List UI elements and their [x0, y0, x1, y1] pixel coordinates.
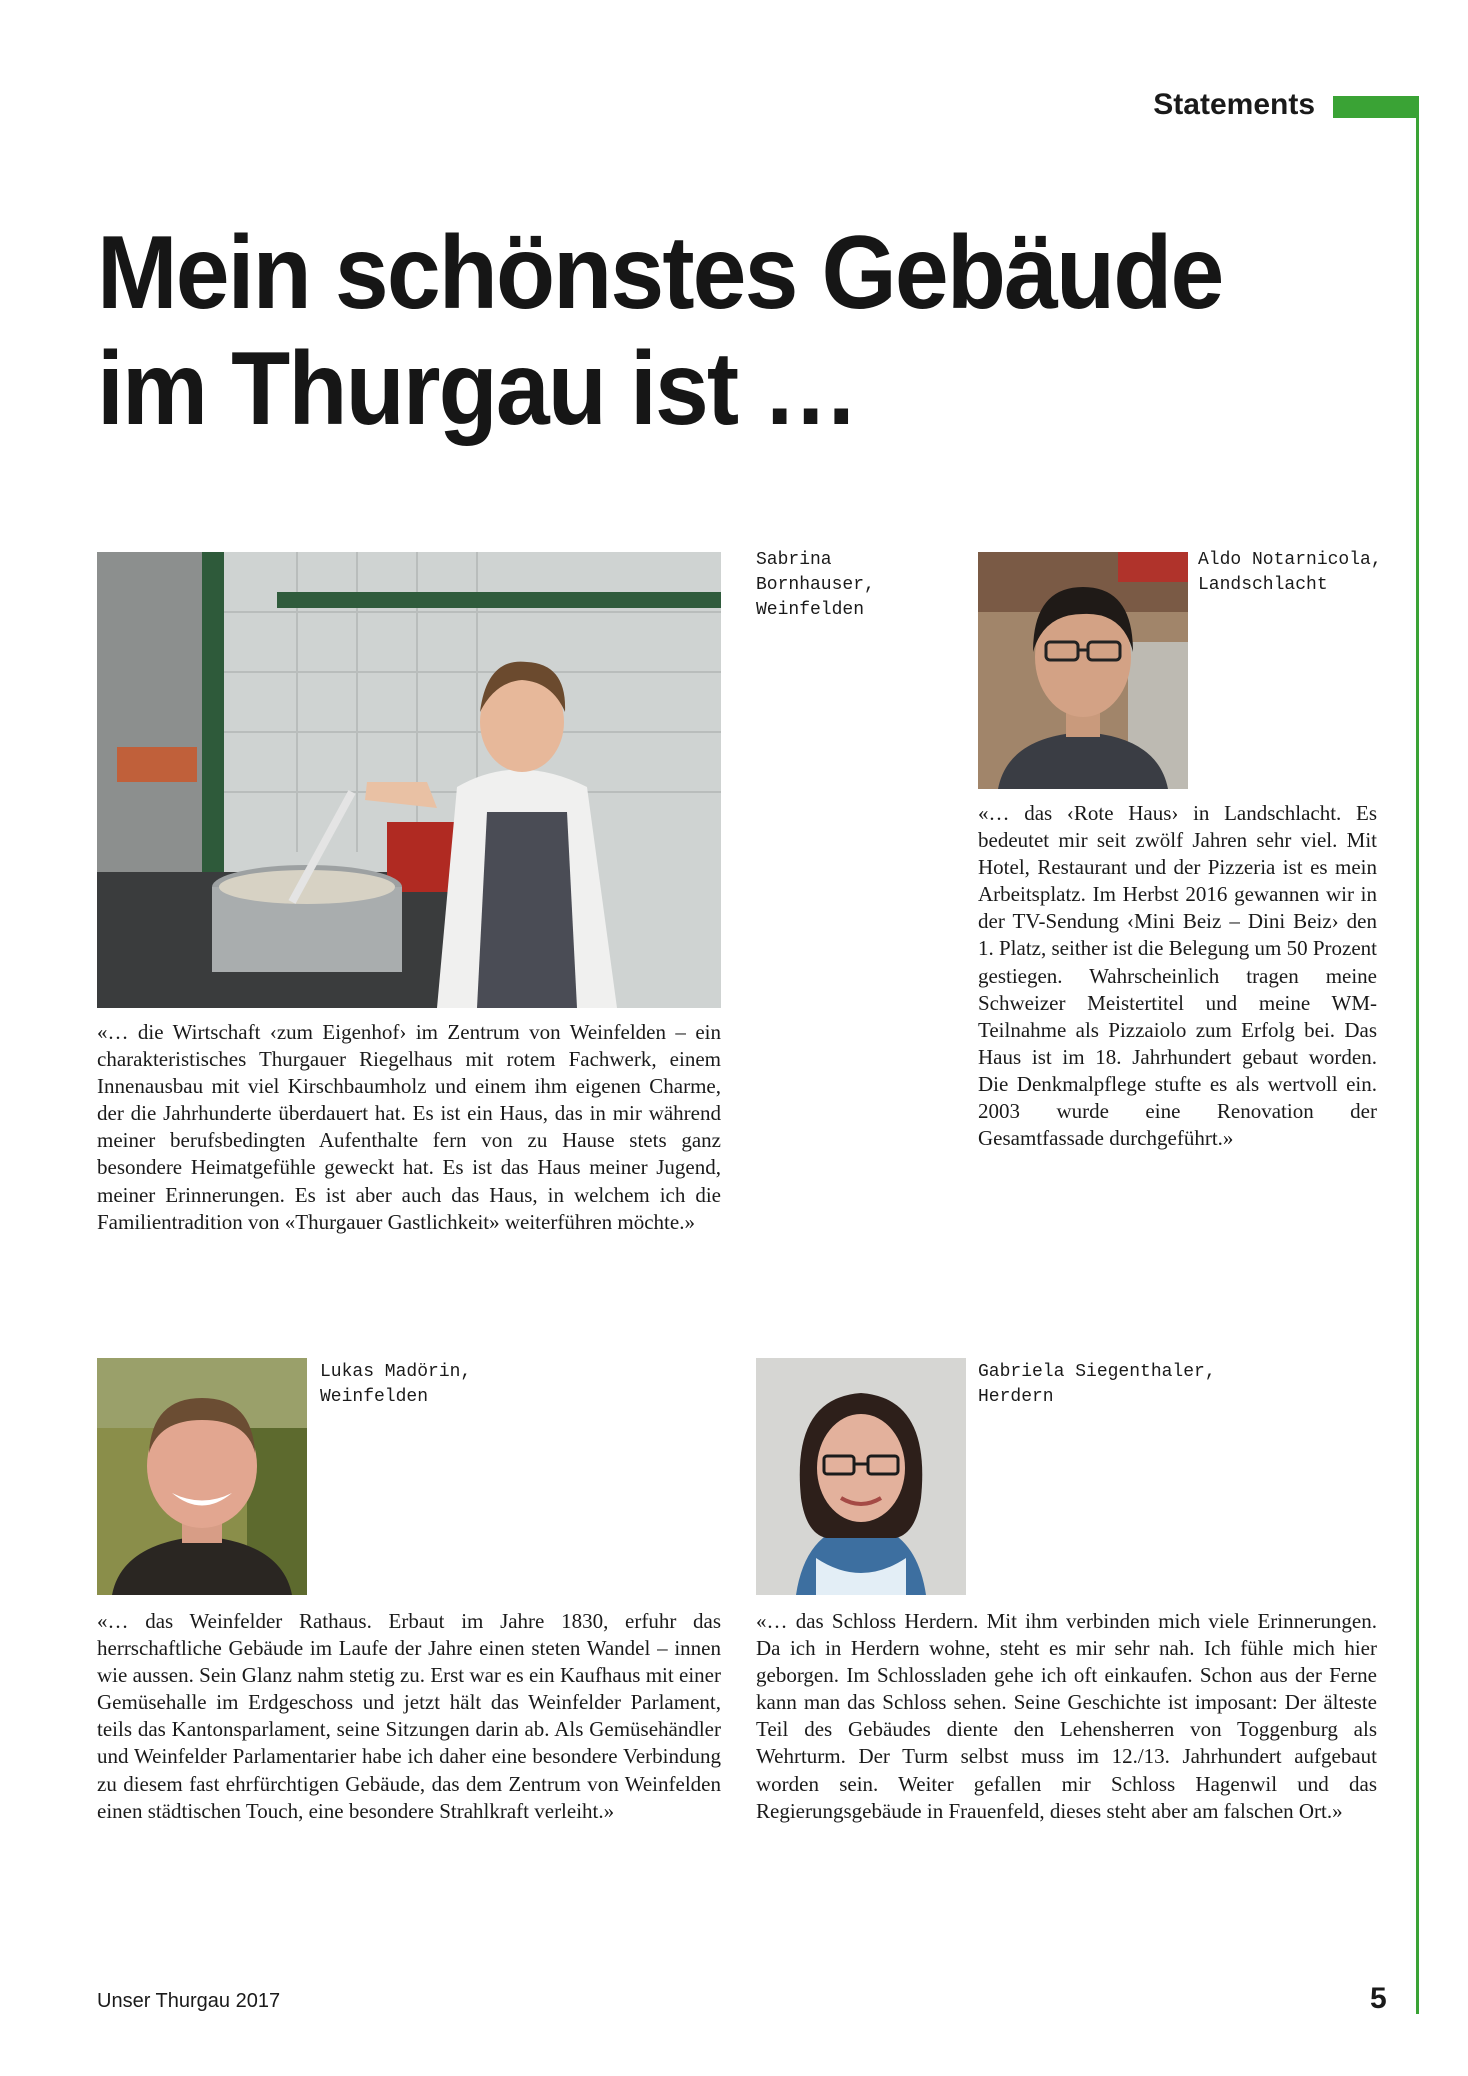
- person-name-block: [1198, 548, 1408, 598]
- portrait-photo: [756, 1358, 966, 1595]
- section-label: Statements: [1153, 88, 1315, 121]
- section-accent-bar: [1333, 96, 1418, 118]
- page-edge-rule: [1416, 96, 1419, 2014]
- person-place: Herdern: [978, 1387, 1054, 1407]
- statement-quote: «… das Weinfelder Rathaus. Erbaut im Jahre 1830, erfuhr das herrschaftliche Gebäude im Laufe der Jahre einen steten Wandel – innen wie aussen. Sein Glanz nahm stetig zu. Erst war es ein Kaufhaus mit einer Gemüsehalle im Erdgeschoss und jetzt hält das Weinfelder Parlament, teils das Kantonsparlament, seine Sitzungen darin ab. Als Gemüsehändler und Weinfelder Parlamentarier habe ich daher eine besondere Verbindung zu diesem fast ehrfürchtigen Gebäude, das dem Zentrum von Weinfelden einen städtischen Touch, eine besondere Strahlkraft verleiht.»: [97, 1609, 721, 1823]
- statement-quote: «… die Wirtschaft ‹zum Eigenhof› im Zentrum von Weinfelden – ein charakteristisches Thurgauer Riegelhaus mit rotem Fachwerk, einem Innenausbau mit viel Kirschbaumholz und einem ihm eigenen Charme, der die Jahrhunderte überdauert hat. Es ist ein Haus, das in mir während meiner berufsbedingten Aufenthalte fern von zu Hause stets ganz besondere Heimatgefühle geweckt hat. Es ist das Haus meiner Jugend, meiner Erinnerungen. Es ist aber auch das Haus, in welchem ich die Familientradition von «Thurgauer Gastlichkeit» weiterführen möchte.»: [97, 1020, 721, 1234]
- page-title: [97, 215, 1306, 447]
- person-name-block: [320, 1360, 540, 1410]
- page-number: 5: [1370, 1982, 1387, 2015]
- person-name-block: [978, 1360, 1238, 1410]
- page-title-line-1: Mein schönstes Gebäude: [97, 215, 1223, 331]
- person-name: Sabrina Bornhauser,: [756, 550, 875, 595]
- person-place: Weinfelden: [756, 600, 865, 620]
- person-name-block: [756, 548, 946, 623]
- chef-cooking-photo: [97, 552, 721, 1008]
- statement-quote: «… das Schloss Herdern. Mit ihm verbinden mich viele Erinnerungen. Da ich in Herdern wohne, steht es mir sehr nah. Ich fühle mich hier geborgen. Im Schlossladen gehe ich oft einkaufen. Schon aus der Ferne kann man das Schloss sehen. Seine Geschichte ist imposant: Der älteste Teil des Gebäudes diente den Lehensherren von Toggenburg als Wehrturm. Der Turm selbst muss im 12./13. Jahrhundert aufgebaut worden sein. Weiter gefallen mir Schloss Hagenwil und das Regierungsgebäude in Frauenfeld, dieses steht aber am falschen Ort.»: [756, 1609, 1377, 1823]
- person-name: Aldo Notarnicola,: [1198, 550, 1382, 570]
- statement-quote: «… das ‹Rote Haus› in Landschlacht. Es bedeutet mir seit zwölf Jahren sehr viel. Mit Hotel, Restaurant und der Pizzeria ist es mein Arbeitsplatz. Im Herbst 2016 gewannen wir in der TV-Sendung ‹Mini Beiz – Dini Beiz› den 1. Platz, seither ist die Belegung um 50 Prozent gestiegen. Wahrscheinlich tragen meine Schweizer Meistertitel und meine WM-Teilnahme als Pizzaiolo zum Erfolg bei. Das Haus ist im 18. Jahrhundert gebaut worden. Die Denkmalpflege stufte es als wertvoll ein. 2003 wurde eine Renovation der Gesamtfassade durchgeführt.»: [978, 801, 1377, 1151]
- person-name: Gabriela Siegenthaler,: [978, 1362, 1216, 1382]
- portrait-photo: [978, 552, 1188, 789]
- page-title-line-2: im Thurgau ist …: [97, 331, 858, 447]
- person-name: Lukas Madörin,: [320, 1362, 472, 1382]
- person-place: Landschlacht: [1198, 575, 1328, 595]
- footer-publication: Unser Thurgau 2017: [97, 1990, 281, 2012]
- person-place: Weinfelden: [320, 1387, 429, 1407]
- portrait-photo: [97, 1358, 307, 1595]
